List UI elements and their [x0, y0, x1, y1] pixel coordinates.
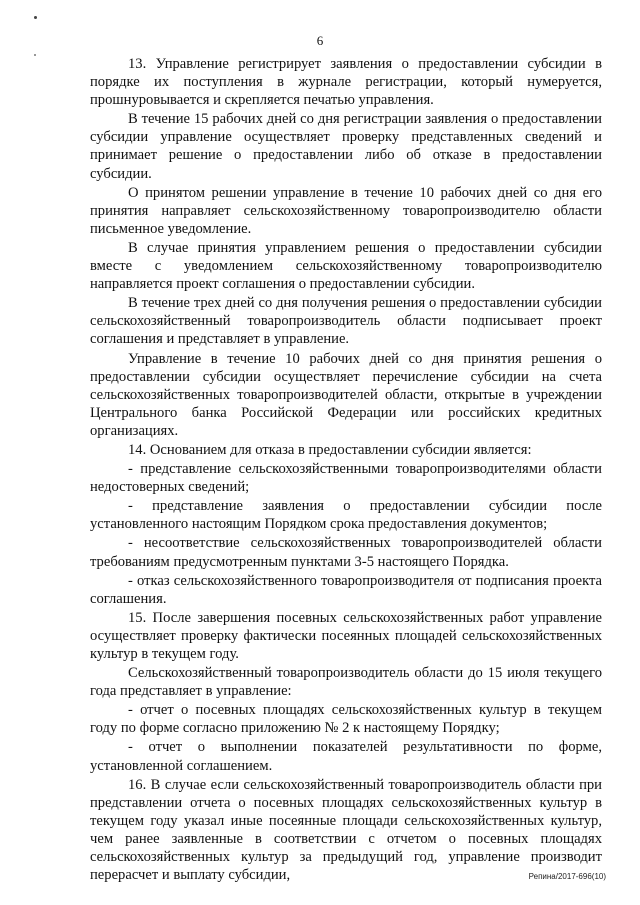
- paragraph-15-verification: 15. После завершения посевных сельскохозяйственных работ управление осуществляет проверку фактически посеянных площадей сельскохозяйственных культур в текущем году.: [90, 609, 602, 662]
- scan-dot-mark: [34, 16, 37, 19]
- list-item-refusal-not-signed: - отказ сельскохозяйственного товаропроизводителя от подписания проекта соглашения.: [90, 572, 602, 607]
- list-item-refusal-noncompliance: - несоответствие сельскохозяйственных товаропроизводителей области требованиям предусмотренным пунктами 3-5 настоящего Порядка.: [90, 535, 602, 570]
- paragraph-agreement-draft: В случае принятия управлением решения о предоставлении субсидии вместе с уведомлением сельскохозяйственному товаропроизводителю направляется проект соглашения о предоставлении субсидии.: [90, 239, 602, 293]
- paragraph-review-period: В течение 15 рабочих дней со дня регистрации заявления о предоставлении субсидии управление осуществляет проверку представленных сведений и принимает решение о предоставлении либо об отказе в предоставлении субсидии.: [90, 111, 602, 182]
- scan-dot-mark: [34, 54, 36, 56]
- list-item-report-areas: - отчет о посевных площадях сельскохозяйственных культур в текущем году по форме согласно приложению № 2 к настоящему Порядку;: [90, 702, 602, 737]
- paragraph-transfer: Управление в течение 10 рабочих дней со дня принятия решения о предоставлении субсидии осуществляет перечисление субсидии на счета сельскохозяйственных товаропроизводителей области, открытые в учреждении Центрального банка Российской Федерации или российских кредитных организациях.: [90, 350, 602, 439]
- paragraph-14-refusal-grounds: 14. Основанием для отказа в предоставлении субсидии является:: [128, 441, 532, 458]
- document-reference-code: Репина/2017-696(10): [528, 872, 606, 881]
- page-number: 6: [316, 33, 324, 48]
- paragraph-16-recalculation: 16. В случае если сельскохозяйственный товаропроизводитель области при представлении отчета о посевных площадях сельскохозяйственных культур в текущем году указал иные посеянные площади сельскохозяйственных культур, чем ранее заявленные в соответствии с отчетом о посевных площадях сельскохозяйственных культур за предыдущий год, управление производит перерасчет и выплату субсидии,: [90, 776, 602, 884]
- document-body: [90, 55, 602, 885]
- list-item-report-indicators: - отчет о выполнении показателей результативности по форме, установленной соглашением.: [90, 739, 602, 774]
- paragraph-report-deadline: Сельскохозяйственный товаропроизводитель области до 15 июля текущего года представляет в управление:: [90, 665, 602, 700]
- paragraph-agreement-signing: В течение трех дней со дня получения решения о предоставлении субсидии сельскохозяйственный товаропроизводитель области подписывает проект соглашения и представляет в управление.: [90, 295, 602, 348]
- list-item-refusal-late: - представление заявления о предоставлении субсидии после установленного настоящим Порядком срока предоставления документов;: [90, 498, 602, 533]
- list-item-refusal-false-info: - представление сельскохозяйственными товаропроизводителями области недостоверных сведений;: [90, 461, 602, 496]
- paragraph-notification: О принятом решении управление в течение 10 рабочих дней со дня его принятия направляет сельскохозяйственному товаропроизводителю области письменное уведомление.: [90, 184, 602, 237]
- paragraph-13-registration: 13. Управление регистрирует заявления о предоставлении субсидии в порядке их поступления в журнале регистрации, который нумеруется, прошнуровывается и скрепляется печатью управления.: [90, 56, 602, 109]
